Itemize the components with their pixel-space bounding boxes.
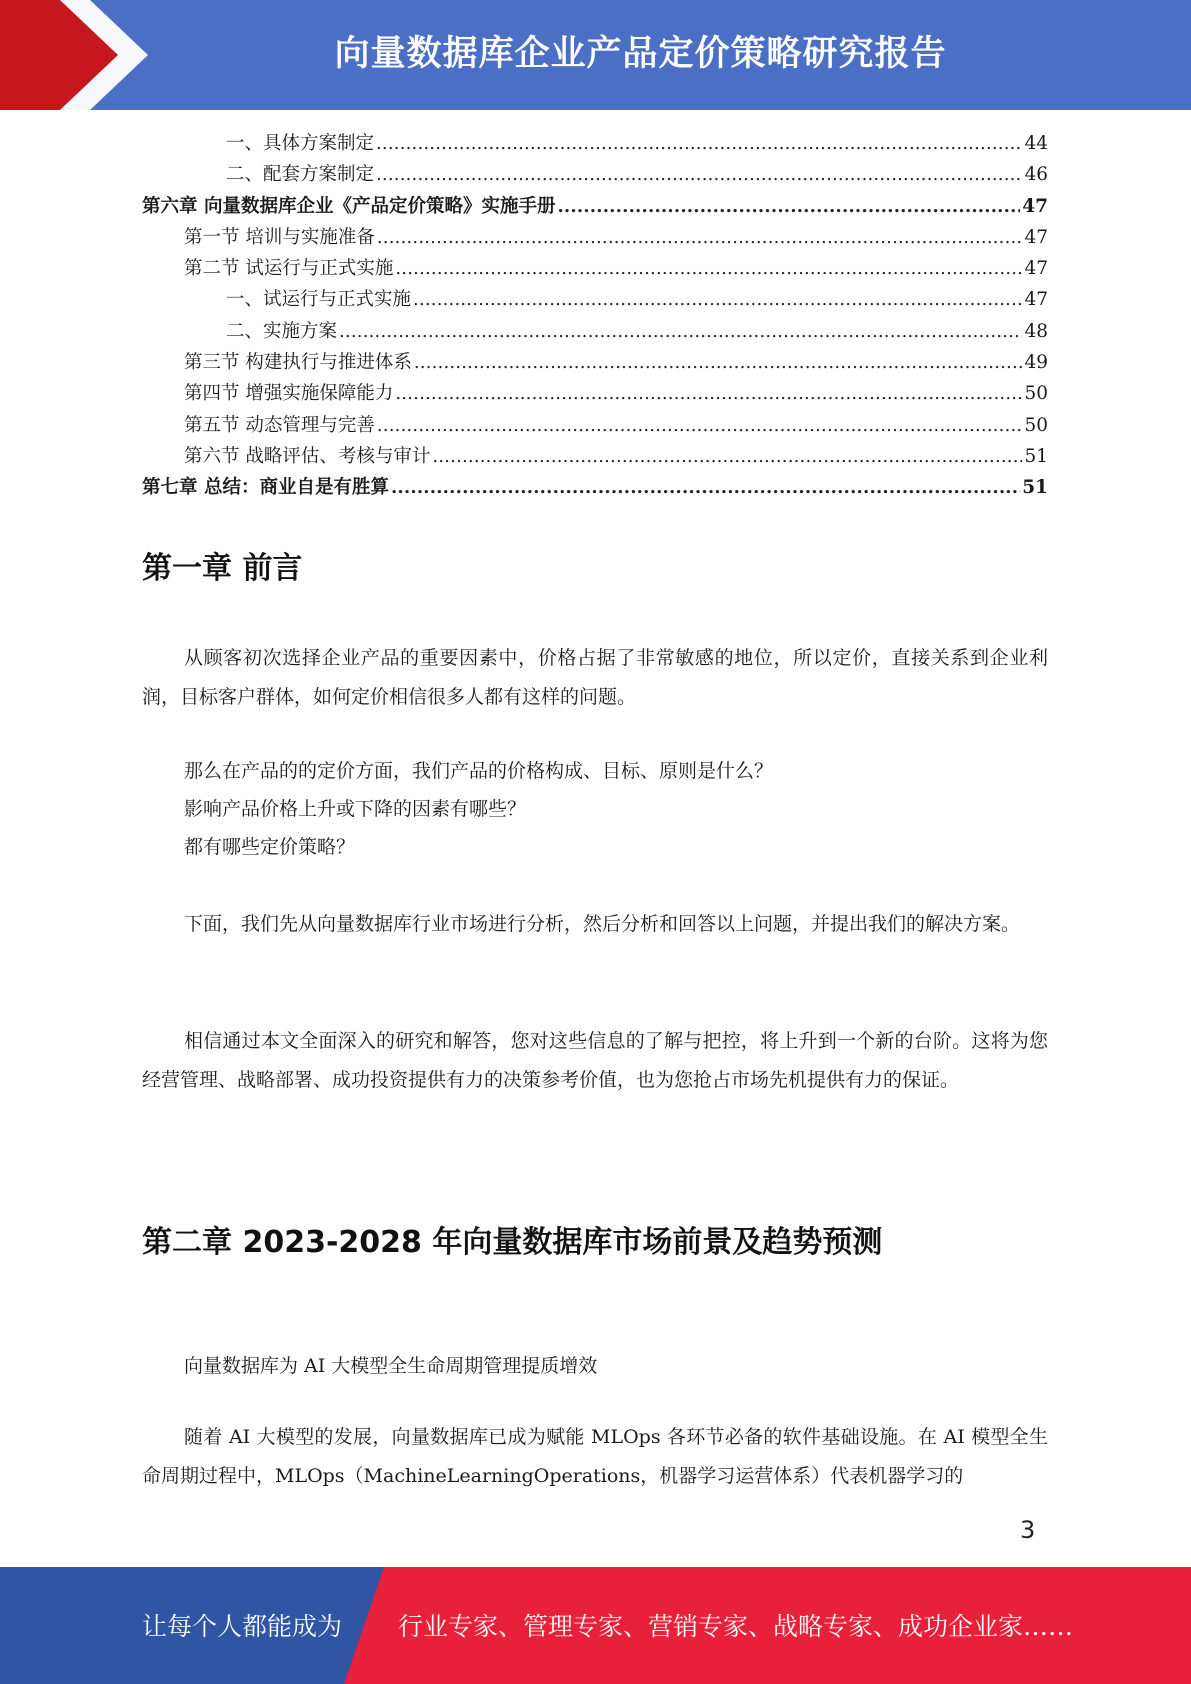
toc-dot-leader (377, 222, 1023, 253)
chapter-2-subtitle: 向量数据库为 AI 大模型全生命周期管理提质增效 (184, 1355, 598, 1377)
toc-entry-page: 47 (1024, 289, 1048, 311)
toc-entry[interactable] (142, 284, 1048, 315)
toc-entry-label: 二、实施方案 (226, 320, 338, 342)
toc-entry-page: 50 (1024, 383, 1048, 405)
toc-dot-leader (395, 378, 1022, 409)
chapter-1-paragraph-1: 从顾客初次选择企业产品的重要因素中，价格占据了非常敏感的地位，所以定价，直接关系到企业利润，目标客户群体，如何定价相信很多人都有这样的问题。 (142, 647, 1048, 708)
chapter-2-paragraph-1: 随着 AI 大模型的发展，向量数据库已成为赋能 MLOps 各环节必备的软件基础设施。在 AI 模型全生命周期过程中，MLOps（MachineLearningOperations，机器学习运营体系）代表机器学习的 (142, 1426, 1048, 1487)
footer-slogan-left: 让每个人都能成为 (142, 1612, 343, 1641)
toc-entry-label: 二、配套方案制定 (226, 164, 375, 186)
toc-entry-label: 第七章 总结：商业自是有胜算 (142, 477, 389, 499)
toc-entry-label: 第一节 培训与实施准备 (184, 226, 375, 248)
chapter-1-title: 第一章 前言 (142, 551, 303, 586)
table-of-contents (142, 128, 1048, 504)
toc-entry-label: 一、具体方案制定 (226, 133, 375, 154)
chapter-2-title: 第二章 2023-2028 年向量数据库市场前景及趋势预测 (142, 1225, 883, 1260)
toc-dot-leader (413, 284, 1022, 315)
toc-dot-leader (395, 253, 1022, 284)
toc-entry-label: 第四节 增强实施保障能力 (184, 383, 394, 405)
page-header (0, 0, 1191, 110)
toc-entry-page: 47 (1024, 258, 1048, 280)
toc-entry[interactable] (142, 128, 1048, 159)
page-number: 3 (1020, 1516, 1036, 1544)
toc-entry-page: 46 (1024, 164, 1048, 186)
chapter-1-question-3: 都有哪些定价策略？ (184, 836, 356, 858)
document-title: 向量数据库企业产品定价策略研究报告 (334, 34, 947, 74)
toc-entry-label: 第二节 试运行与正式实施 (184, 258, 394, 280)
page-footer (0, 1567, 1191, 1684)
toc-dot-leader (557, 191, 1020, 222)
chapter-1-paragraph-2: 下面，我们先从向量数据库行业市场进行分析，然后分析和回答以上问题，并提出我们的解决方案。 (184, 913, 1021, 935)
toc-entry-page: 47 (1022, 195, 1048, 217)
toc-entry[interactable] (142, 159, 1048, 190)
toc-dot-leader (432, 441, 1022, 472)
chapter-1-question-2: 影响产品价格上升或下降的因素有哪些？ (184, 798, 527, 820)
toc-entry-label: 第五节 动态管理与完善 (184, 414, 375, 436)
toc-dot-leader (339, 316, 1022, 347)
footer-slogan-right: 行业专家、管理专家、营销专家、战略专家、成功企业家…… (398, 1612, 1074, 1641)
toc-entry-page: 48 (1024, 320, 1048, 342)
toc-entry-page: 50 (1024, 414, 1048, 436)
toc-entry-label: 第三节 构建执行与推进体系 (184, 352, 412, 374)
chapter-1-paragraph-3: 相信通过本文全面深入的研究和解答，您对这些信息的了解与把控，将上升到一个新的台阶。这将为您经营管理、战略部署、成功投资提供有力的决策参考价值，也为您抢占市场先机提供有力的保证。 (142, 1030, 1048, 1091)
toc-entry-page: 47 (1024, 226, 1048, 248)
toc-entry[interactable] (142, 378, 1048, 409)
toc-entry-page: 51 (1022, 477, 1048, 499)
toc-entry[interactable] (142, 316, 1048, 347)
toc-entry-page: 49 (1024, 352, 1048, 374)
toc-entry-label: 第六节 战略评估、考核与审计 (184, 445, 431, 467)
toc-dot-leader (376, 159, 1022, 190)
toc-entry[interactable] (142, 191, 1048, 222)
toc-entry[interactable] (142, 253, 1048, 284)
toc-dot-leader (414, 347, 1023, 378)
toc-entry-label: 一、试运行与正式实施 (226, 289, 412, 311)
toc-dot-leader (377, 410, 1023, 441)
chapter-1-question-1: 那么在产品的的定价方面，我们产品的价格构成、目标、原则是什么？ (184, 760, 774, 782)
toc-entry[interactable] (142, 347, 1048, 378)
toc-entry-label: 第六章 向量数据库企业《产品定价策略》实施手册 (142, 195, 556, 217)
toc-entry-page: 51 (1024, 445, 1048, 467)
toc-dot-leader (376, 128, 1022, 159)
toc-dot-leader (391, 472, 1020, 503)
toc-entry[interactable] (142, 472, 1048, 503)
toc-entry-page: 44 (1024, 133, 1048, 154)
toc-entry[interactable] (142, 441, 1048, 472)
toc-entry[interactable] (142, 222, 1048, 253)
toc-entry[interactable] (142, 410, 1048, 441)
